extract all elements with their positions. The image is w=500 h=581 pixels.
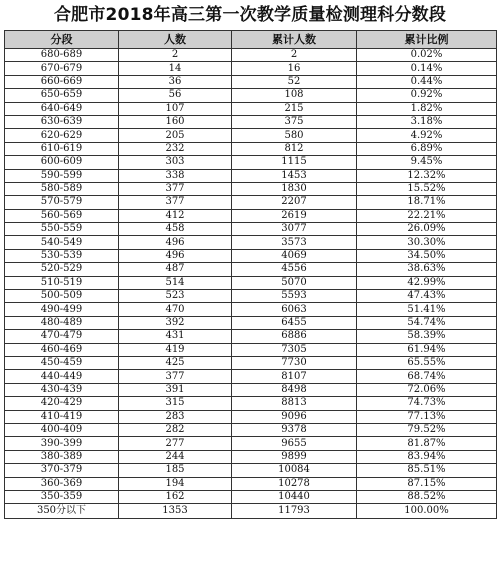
table-row [5,290,497,303]
cell-cumulative-percent: 3.18% [357,115,497,128]
cell-cumulative-count: 3077 [232,223,357,236]
cell-count: 470 [119,303,232,316]
cell-cumulative-count: 108 [232,89,357,102]
cell-cumulative-percent: 30.30% [357,236,497,249]
cell-count: 185 [119,464,232,477]
table-row [5,276,497,289]
table-row [5,62,497,75]
cell-cumulative-count: 2 [232,49,357,62]
table-row [5,303,497,316]
table-row [5,236,497,249]
cell-cumulative-percent: 79.52% [357,423,497,436]
table-row [5,89,497,102]
cell-cumulative-count: 5070 [232,276,357,289]
table-row [5,356,497,369]
score-distribution-table [4,30,497,519]
cell-count: 244 [119,450,232,463]
cell-count: 496 [119,249,232,262]
cell-cumulative-percent: 83.94% [357,450,497,463]
cell-count: 205 [119,129,232,142]
cell-cumulative-percent: 85.51% [357,464,497,477]
table-title: 合肥市2018年高三第一次教学质量检测理科分数段 [53,5,447,25]
cell-cumulative-percent: 4.92% [357,129,497,142]
cell-cumulative-count: 9096 [232,410,357,423]
table-body [5,49,497,519]
header-score-band: 分段 [5,31,119,49]
cell-cumulative-count: 9899 [232,450,357,463]
table-row [5,316,497,329]
cell-score-band: 440-449 [5,370,119,383]
cell-cumulative-count: 52 [232,75,357,88]
table-row [5,249,497,262]
cell-count: 194 [119,477,232,490]
cell-cumulative-count: 3573 [232,236,357,249]
cell-count: 1353 [119,504,232,519]
cell-cumulative-percent: 88.52% [357,490,497,503]
cell-count: 338 [119,169,232,182]
cell-score-band: 570-579 [5,196,119,209]
table-row [5,464,497,477]
table-row [5,75,497,88]
cell-score-band: 350-359 [5,490,119,503]
table-row [5,169,497,182]
cell-cumulative-count: 10278 [232,477,357,490]
cell-score-band: 480-489 [5,316,119,329]
cell-cumulative-count: 9655 [232,437,357,450]
cell-score-band: 550-559 [5,223,119,236]
cell-score-band: 620-629 [5,129,119,142]
cell-count: 162 [119,490,232,503]
table-row [5,383,497,396]
cell-cumulative-percent: 65.55% [357,356,497,369]
cell-count: 36 [119,75,232,88]
cell-score-band: 380-389 [5,450,119,463]
cell-count: 392 [119,316,232,329]
cell-score-band: 390-399 [5,437,119,450]
cell-cumulative-percent: 77.13% [357,410,497,423]
cell-count: 377 [119,370,232,383]
cell-count: 377 [119,182,232,195]
cell-cumulative-percent: 0.92% [357,89,497,102]
cell-score-band: 580-589 [5,182,119,195]
cell-score-band: 410-419 [5,410,119,423]
cell-cumulative-percent: 15.52% [357,182,497,195]
cell-count: 315 [119,397,232,410]
table-row [5,410,497,423]
cell-cumulative-count: 8498 [232,383,357,396]
cell-cumulative-count: 215 [232,102,357,115]
cell-score-band: 450-459 [5,356,119,369]
cell-count: 514 [119,276,232,289]
cell-score-band: 350分以下 [5,504,119,519]
cell-score-band: 430-439 [5,383,119,396]
cell-cumulative-count: 10440 [232,490,357,503]
cell-score-band: 530-539 [5,249,119,262]
cell-cumulative-count: 375 [232,115,357,128]
cell-score-band: 460-469 [5,343,119,356]
cell-cumulative-count: 2619 [232,209,357,222]
cell-score-band: 590-599 [5,169,119,182]
cell-score-band: 610-619 [5,142,119,155]
cell-count: 14 [119,62,232,75]
cell-count: 277 [119,437,232,450]
cell-score-band: 400-409 [5,423,119,436]
cell-score-band: 660-669 [5,75,119,88]
table-row [5,209,497,222]
cell-score-band: 360-369 [5,477,119,490]
cell-cumulative-percent: 47.43% [357,290,497,303]
cell-count: 282 [119,423,232,436]
cell-cumulative-percent: 81.87% [357,437,497,450]
header-cumulative-percent: 累计比例 [357,31,497,49]
cell-score-band: 490-499 [5,303,119,316]
cell-cumulative-percent: 6.89% [357,142,497,155]
cell-score-band: 680-689 [5,49,119,62]
cell-count: 496 [119,236,232,249]
cell-score-band: 420-429 [5,397,119,410]
cell-count: 232 [119,142,232,155]
cell-cumulative-count: 4069 [232,249,357,262]
cell-score-band: 520-529 [5,263,119,276]
cell-count: 283 [119,410,232,423]
table-row [5,397,497,410]
table-row [5,102,497,115]
cell-cumulative-percent: 0.44% [357,75,497,88]
table-row [5,182,497,195]
cell-score-band: 560-569 [5,209,119,222]
cell-score-band: 470-479 [5,330,119,343]
table-row [5,330,497,343]
cell-cumulative-percent: 0.02% [357,49,497,62]
table-row [5,263,497,276]
cell-cumulative-count: 6063 [232,303,357,316]
cell-cumulative-percent: 12.32% [357,169,497,182]
cell-cumulative-percent: 72.06% [357,383,497,396]
cell-cumulative-count: 7305 [232,343,357,356]
cell-cumulative-percent: 51.41% [357,303,497,316]
cell-cumulative-count: 6455 [232,316,357,329]
cell-cumulative-percent: 18.71% [357,196,497,209]
cell-cumulative-percent: 38.63% [357,263,497,276]
cell-count: 160 [119,115,232,128]
cell-cumulative-percent: 9.45% [357,156,497,169]
cell-cumulative-count: 580 [232,129,357,142]
table-row [5,343,497,356]
cell-count: 107 [119,102,232,115]
cell-cumulative-percent: 74.73% [357,397,497,410]
cell-score-band: 670-679 [5,62,119,75]
cell-score-band: 600-609 [5,156,119,169]
cell-cumulative-percent: 26.09% [357,223,497,236]
cell-count: 487 [119,263,232,276]
cell-cumulative-count: 2207 [232,196,357,209]
cell-cumulative-percent: 100.00% [357,504,497,519]
cell-cumulative-count: 9378 [232,423,357,436]
cell-count: 303 [119,156,232,169]
cell-cumulative-percent: 68.74% [357,370,497,383]
cell-score-band: 500-509 [5,290,119,303]
cell-count: 2 [119,49,232,62]
cell-cumulative-count: 4556 [232,263,357,276]
cell-cumulative-count: 16 [232,62,357,75]
cell-cumulative-count: 6886 [232,330,357,343]
table-row [5,437,497,450]
cell-cumulative-count: 5593 [232,290,357,303]
header-count: 人数 [119,31,232,49]
table-row [5,196,497,209]
cell-cumulative-percent: 0.14% [357,62,497,75]
table-row [5,477,497,490]
header-cumulative-count: 累计人数 [232,31,357,49]
cell-cumulative-percent: 58.39% [357,330,497,343]
table-row [5,129,497,142]
cell-count: 431 [119,330,232,343]
table-row [5,142,497,155]
cell-count: 56 [119,89,232,102]
cell-cumulative-count: 8107 [232,370,357,383]
table-row [5,115,497,128]
cell-cumulative-count: 1830 [232,182,357,195]
cell-cumulative-percent: 54.74% [357,316,497,329]
cell-count: 391 [119,383,232,396]
header-row [5,31,497,49]
cell-count: 412 [119,209,232,222]
table-row [5,504,497,519]
cell-cumulative-count: 1115 [232,156,357,169]
table-row [5,156,497,169]
cell-count: 419 [119,343,232,356]
table-row [5,223,497,236]
cell-score-band: 370-379 [5,464,119,477]
cell-count: 458 [119,223,232,236]
cell-cumulative-count: 7730 [232,356,357,369]
cell-cumulative-percent: 22.21% [357,209,497,222]
cell-count: 425 [119,356,232,369]
table-row [5,423,497,436]
cell-count: 523 [119,290,232,303]
cell-count: 377 [119,196,232,209]
cell-cumulative-count: 1453 [232,169,357,182]
cell-cumulative-percent: 42.99% [357,276,497,289]
cell-score-band: 650-659 [5,89,119,102]
cell-cumulative-percent: 61.94% [357,343,497,356]
table-row [5,370,497,383]
cell-cumulative-percent: 87.15% [357,477,497,490]
table-row [5,49,497,62]
table-row [5,490,497,503]
cell-score-band: 540-549 [5,236,119,249]
cell-cumulative-count: 8813 [232,397,357,410]
cell-cumulative-count: 812 [232,142,357,155]
cell-cumulative-count: 10084 [232,464,357,477]
cell-score-band: 640-649 [5,102,119,115]
cell-cumulative-percent: 1.82% [357,102,497,115]
cell-score-band: 630-639 [5,115,119,128]
cell-cumulative-percent: 34.50% [357,249,497,262]
cell-score-band: 510-519 [5,276,119,289]
table-row [5,450,497,463]
cell-cumulative-count: 11793 [232,504,357,519]
